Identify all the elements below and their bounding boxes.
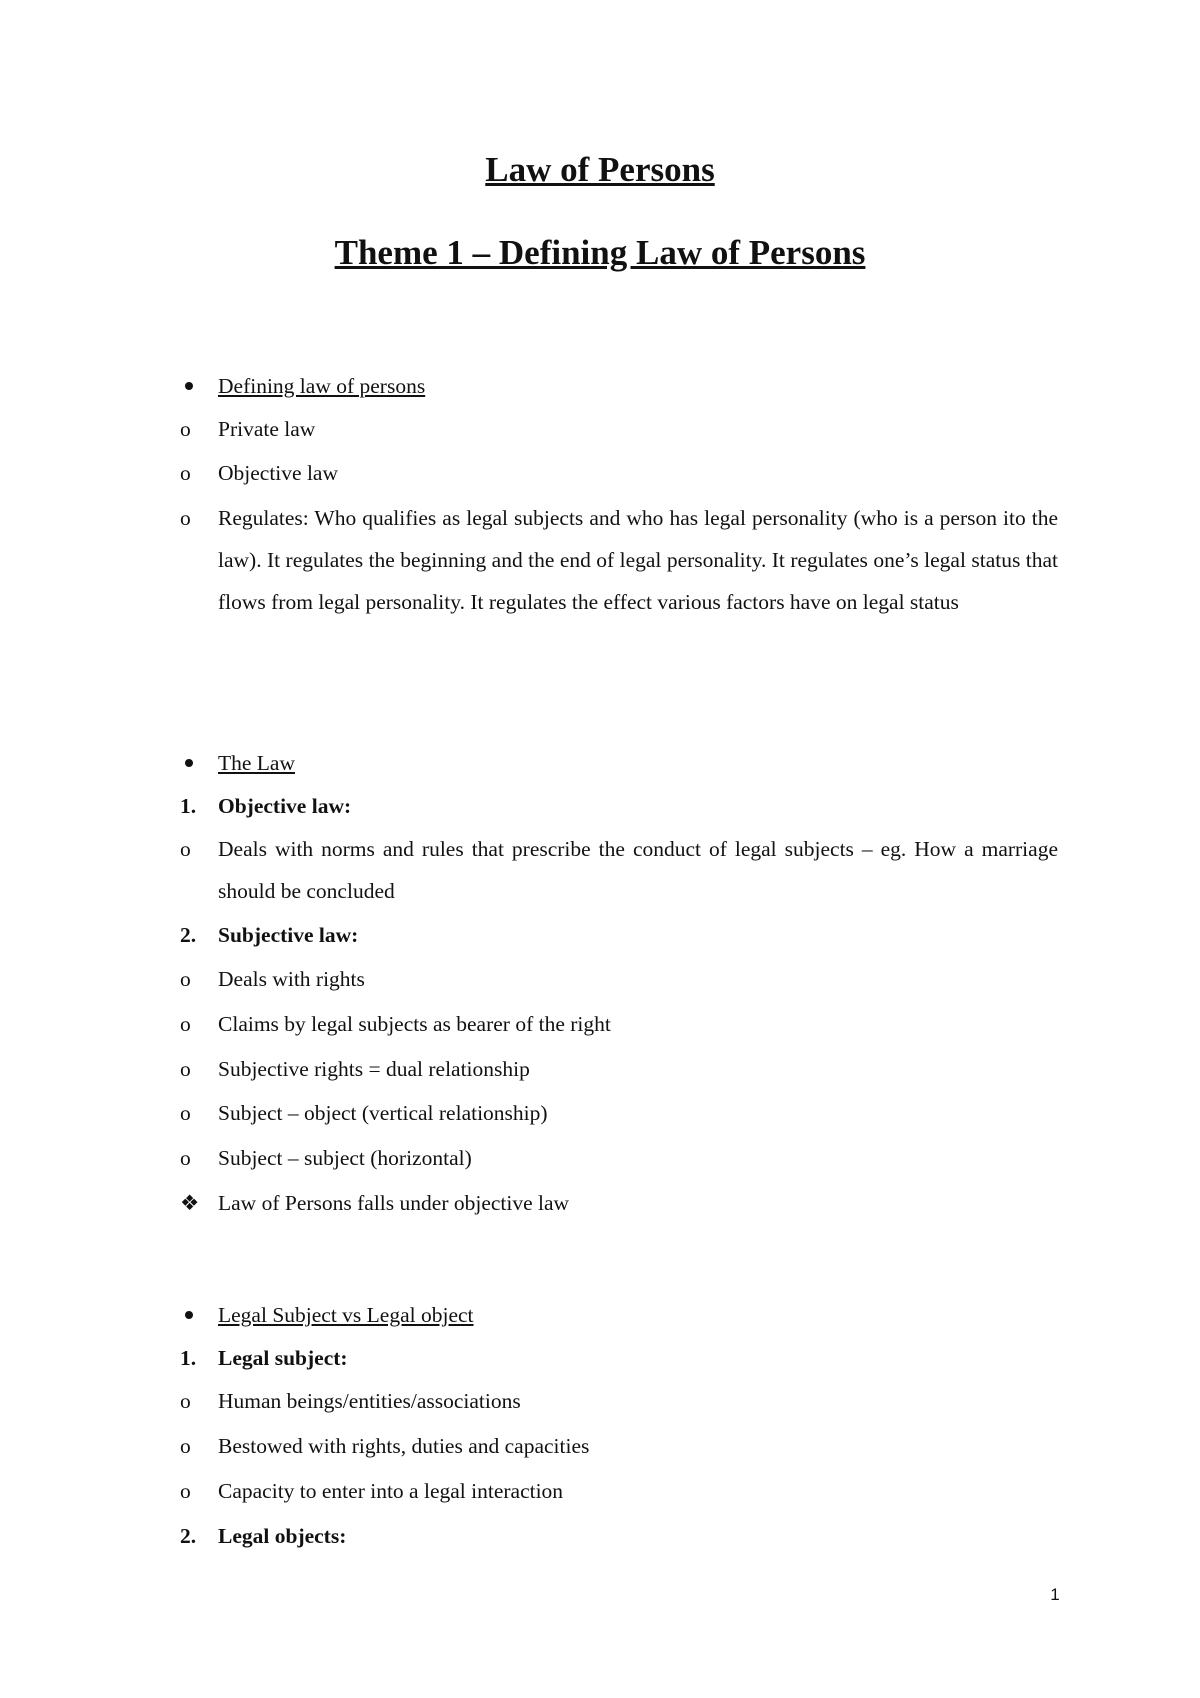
- page-number: 1: [1050, 1585, 1060, 1604]
- circle-bullet-icon: o: [180, 967, 191, 991]
- bullet-dot-icon: [185, 382, 193, 390]
- circle-bullet-icon: o: [180, 1101, 191, 1125]
- section3-heading: Legal Subject vs Legal object: [218, 1303, 474, 1327]
- diamond-bullet-icon: ❖: [180, 1191, 200, 1215]
- circle-bullet-icon: o: [180, 417, 191, 441]
- document-page: Law of Persons Theme 1 – Defining Law of Persons Defining law of persons o Private law o Objective law o Regulates: Who qualifies as legal subjects and who has legal personality (who is a person ito the law). It regulates the beginning and the end of legal personality. It regulates one’s legal status that flows from legal personality. It regulates the effect various factors have on legal status The Law 1. Objective law: o Deals with norms and rules that prescribe the conduct of legal subjects – eg. How a marriage should be concluded 2. Subjective law: o Deals with rights o Claims by legal subjects as bearer of the right o Subjective rights = dual relationship o Subject – object (vertical relationship) o Subject – subject (horizontal) ❖ Law of Persons falls under objective law Legal Subject vs Legal object 1. Legal subject: o Human beings/entities/associations o Bestowed with rights, duties and capacities o Capacity to enter into a legal interaction 2. Legal objects: 1: [0, 0, 1200, 1698]
- circle-bullet-icon: o: [180, 461, 191, 485]
- circle-bullet-icon: o: [180, 1057, 191, 1081]
- section1-heading: Defining law of persons: [218, 374, 426, 398]
- circle-bullet-icon: o: [180, 1012, 191, 1036]
- circle-bullet-icon: o: [180, 1389, 191, 1413]
- circle-bullet-icon: o: [180, 837, 191, 861]
- legal-subject-label: Legal subject:: [218, 1346, 348, 1370]
- objective-law-label: Objective law:: [218, 794, 352, 818]
- legal-objects-label: Legal objects:: [218, 1524, 347, 1548]
- circle-bullet-icon: o: [180, 1479, 191, 1503]
- section2-heading: The Law: [218, 751, 296, 775]
- subjective-law-label: Subjective law:: [218, 923, 359, 947]
- circle-bullet-icon: o: [180, 1146, 191, 1170]
- document-subtitle: Theme 1 – Defining Law of Persons: [334, 233, 866, 272]
- objective-law-desc: Deals with norms and rules that prescribe the conduct of legal subjects – eg. How a marriage should be concluded: [218, 837, 1058, 903]
- document-title: Law of Persons: [485, 150, 715, 189]
- circle-bullet-icon: o: [180, 1434, 191, 1458]
- section2-note: Law of Persons falls under objective law: [218, 1191, 570, 1215]
- section1-regulates-paragraph: Regulates: Who qualifies as legal subjects and who has legal personality (who is a person ito the law). It regulates the beginning and the end of legal personality. It regulates one’s legal status that flows from legal personality. It regulates the effect various factors have on legal status: [218, 506, 1058, 614]
- bullet-dot-icon: [185, 1311, 193, 1319]
- bullet-dot-icon: [185, 759, 193, 767]
- circle-bullet-icon: o: [180, 506, 191, 530]
